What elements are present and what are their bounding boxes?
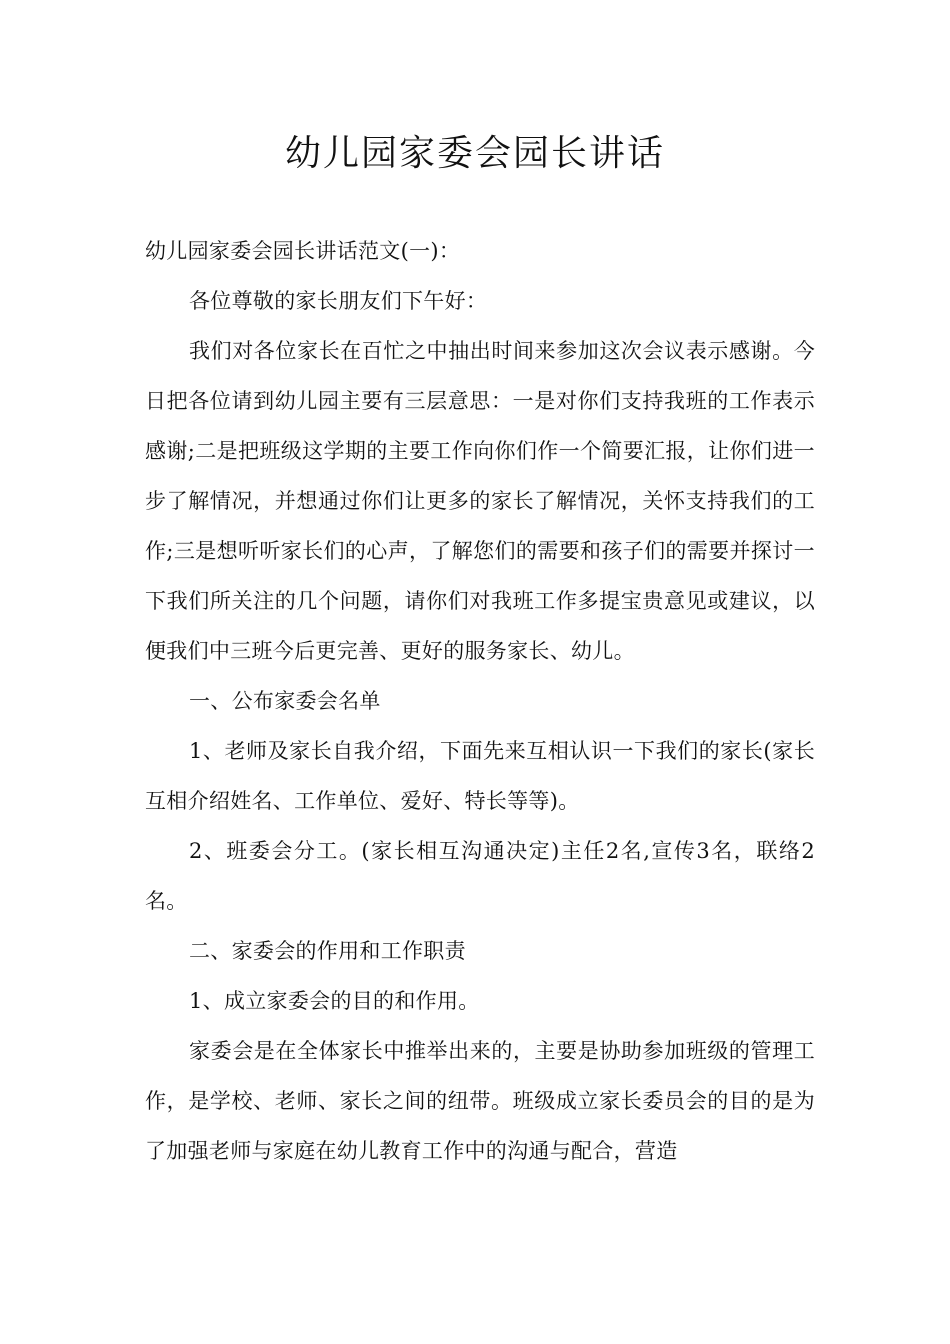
paragraph-greeting: 各位尊敬的家长朋友们下午好： bbox=[189, 289, 488, 313]
paragraph-purpose: 家委会是在全体家长中推举出来的，主要是协助参加班级的管理工作，是学校、老师、家长之间的纽带。班级成立家长委员会的目的是为了加强老师与家庭在幼儿教育工作中的沟通与配合，营造 bbox=[145, 1039, 815, 1163]
section-heading-1: 一、公布家委会名单 bbox=[189, 689, 381, 713]
section-heading-2: 二、家委会的作用和工作职责 bbox=[189, 939, 466, 963]
paragraph-introductions: 1、老师及家长自我介绍，下面先来互相认识一下我们的家长(家长互相介绍姓名、工作单位、爱好、特长等等)。 bbox=[145, 739, 815, 813]
document-title: 幼儿园家委会园长讲话 bbox=[284, 133, 665, 174]
subsection-heading-1: 1、成立家委会的目的和作用。 bbox=[189, 989, 480, 1013]
paragraph-heading-intro: 幼儿园家委会园长讲话范文(一)： bbox=[145, 239, 461, 263]
paragraph-thanks: 我们对各位家长在百忙之中抽出时间来参加这次会议表示感谢。今日把各位请到幼儿园主要有三层意思：一是对你们支持我班的工作表示感谢;二是把班级这学期的主要工作向你们作一个简要汇报，让你们进一步了解情况，并想通过你们让更多的家长了解情况，关怀支持我们的工作;三是想听听家长们的心声，了解您们的需要和孩子们的需要并探讨一下我们所关注的几个问题，请你们对我班工作多提宝贵意见或建议，以便我们中三班今后更完善、更好的服务家长、幼儿。 bbox=[145, 339, 815, 663]
paragraph-division: 2、班委会分工。(家长相互沟通决定)主任2名,宣传3名，联络2名。 bbox=[145, 839, 815, 913]
document-body bbox=[145, 226, 815, 1176]
